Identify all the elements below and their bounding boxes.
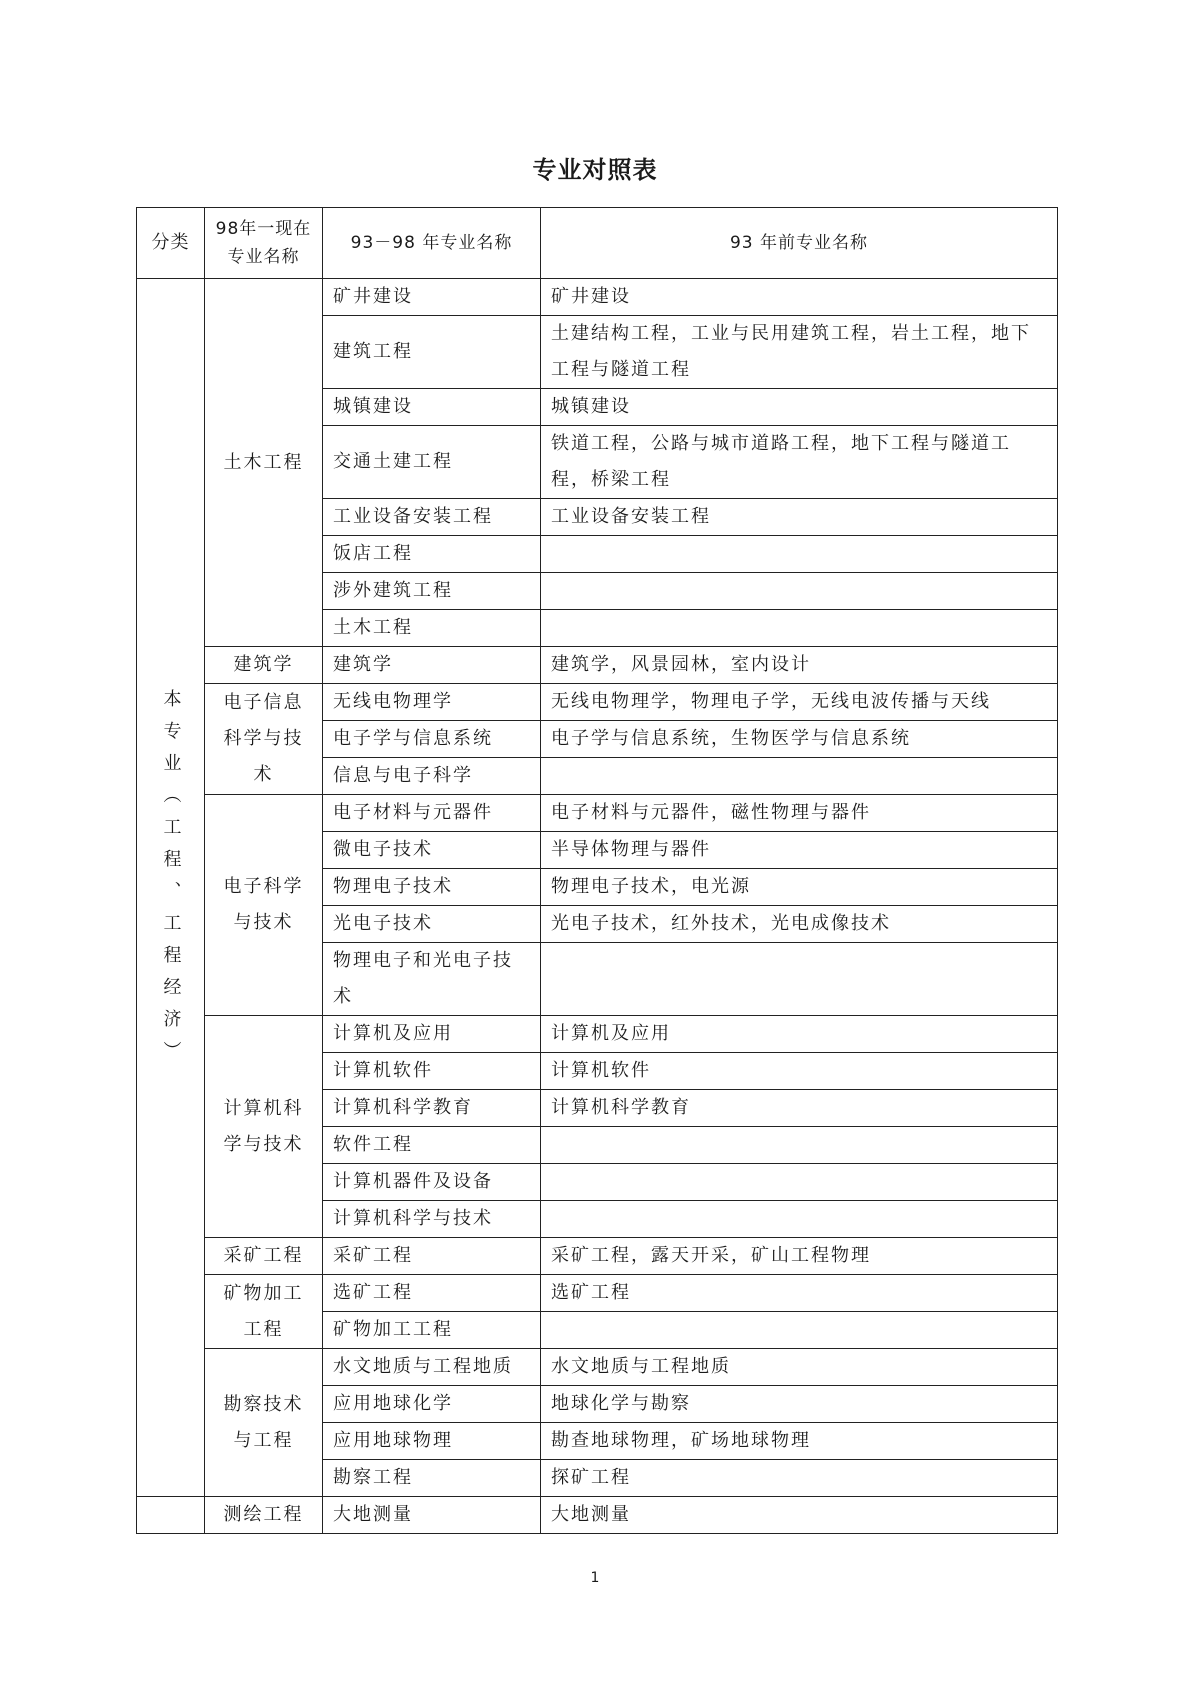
table-row (137, 1349, 1058, 1386)
table-row (137, 1275, 1058, 1312)
pre93-major-cell: 电子材料与元器件，磁性物理与器件 (541, 795, 1058, 832)
mid-major-cell: 饭店工程 (323, 536, 541, 573)
pre93-major-cell: 无线电物理学，物理电子学，无线电波传播与天线 (541, 684, 1058, 721)
mid-major-cell: 软件工程 (323, 1127, 541, 1164)
current-major-cell: 电子信息科学与技术 (205, 684, 323, 795)
current-major-cell: 建筑学 (205, 647, 323, 684)
header-row (137, 208, 1058, 279)
mid-major-cell: 光电子技术 (323, 906, 541, 943)
pre93-major-cell (541, 610, 1058, 647)
pre93-major-cell: 半导体物理与器件 (541, 832, 1058, 869)
mid-major-cell: 计算机科学与技术 (323, 1201, 541, 1238)
pre93-major-cell: 铁道工程，公路与城市道路工程，地下工程与隧道工程，桥梁工程 (541, 426, 1058, 499)
pre93-major-cell: 土建结构工程，工业与民用建筑工程，岩土工程，地下工程与隧道工程 (541, 316, 1058, 389)
current-major-cell: 勘察技术与工程 (205, 1349, 323, 1497)
mid-major-cell: 应用地球化学 (323, 1386, 541, 1423)
pre93-major-cell: 水文地质与工程地质 (541, 1349, 1058, 1386)
mid-major-cell: 物理电子技术 (323, 869, 541, 906)
mid-major-cell: 无线电物理学 (323, 684, 541, 721)
mid-major-cell: 工业设备安装工程 (323, 499, 541, 536)
page-title: 专业对照表 (532, 156, 658, 184)
pre93-major-cell (541, 573, 1058, 610)
pre93-major-cell: 勘查地球物理，矿场地球物理 (541, 1423, 1058, 1460)
pre93-major-cell: 计算机软件 (541, 1053, 1058, 1090)
current-major-cell: 电子科学与技术 (205, 795, 323, 1016)
table-row (137, 1016, 1058, 1053)
mid-major-cell: 选矿工程 (323, 1275, 541, 1312)
pre93-major-cell (541, 536, 1058, 573)
pre93-major-cell (541, 1312, 1058, 1349)
table-row (137, 1238, 1058, 1275)
table-row (137, 1497, 1058, 1534)
category-label: 本专业（工程、工程经济） (160, 689, 182, 1073)
mid-major-cell: 矿物加工工程 (323, 1312, 541, 1349)
mid-major-cell: 应用地球物理 (323, 1423, 541, 1460)
mid-major-cell: 矿井建设 (323, 279, 541, 316)
mid-major-cell: 大地测量 (323, 1497, 541, 1534)
mid-major-cell: 计算机科学教育 (323, 1090, 541, 1127)
mid-major-cell: 建筑工程 (323, 316, 541, 389)
pre93-major-cell (541, 1127, 1058, 1164)
mid-major-cell: 采矿工程 (323, 1238, 541, 1275)
pre93-major-cell: 地球化学与勘察 (541, 1386, 1058, 1423)
mid-major-cell: 信息与电子科学 (323, 758, 541, 795)
pre93-major-cell: 工业设备安装工程 (541, 499, 1058, 536)
page-number: 1 (590, 1570, 600, 1586)
pre93-major-cell (541, 758, 1058, 795)
mid-major-cell: 电子学与信息系统 (323, 721, 541, 758)
mid-major-cell: 土木工程 (323, 610, 541, 647)
mid-major-cell: 建筑学 (323, 647, 541, 684)
pre93-major-cell: 计算机科学教育 (541, 1090, 1058, 1127)
pre93-major-cell: 探矿工程 (541, 1460, 1058, 1497)
header-93-98-major: 93－98 年专业名称 (323, 208, 541, 279)
mid-major-cell: 物理电子和光电子技术 (323, 943, 541, 1016)
pre93-major-cell (541, 1164, 1058, 1201)
mid-major-cell: 计算机器件及设备 (323, 1164, 541, 1201)
header-current-major: 98年一现在专业名称 (205, 208, 323, 279)
table-row (137, 647, 1058, 684)
current-major-cell: 测绘工程 (205, 1497, 323, 1534)
pre93-major-cell: 物理电子技术，电光源 (541, 869, 1058, 906)
mid-major-cell: 交通土建工程 (323, 426, 541, 499)
pre93-major-cell (541, 943, 1058, 1016)
mid-major-cell: 计算机及应用 (323, 1016, 541, 1053)
current-major-cell: 采矿工程 (205, 1238, 323, 1275)
pre93-major-cell: 光电子技术，红外技术，光电成像技术 (541, 906, 1058, 943)
pre93-major-cell: 计算机及应用 (541, 1016, 1058, 1053)
mid-major-cell: 微电子技术 (323, 832, 541, 869)
mid-major-cell: 城镇建设 (323, 389, 541, 426)
current-major-cell: 土木工程 (205, 279, 323, 647)
mid-major-cell: 水文地质与工程地质 (323, 1349, 541, 1386)
table-body (137, 279, 1058, 1534)
category-cell (137, 279, 205, 1497)
category-cell (137, 1497, 205, 1534)
table-row (137, 795, 1058, 832)
pre93-major-cell: 采矿工程，露天开采，矿山工程物理 (541, 1238, 1058, 1275)
mid-major-cell: 电子材料与元器件 (323, 795, 541, 832)
current-major-cell: 计算机科学与技术 (205, 1016, 323, 1238)
pre93-major-cell (541, 1201, 1058, 1238)
major-comparison-table (136, 207, 1058, 1534)
table-row (137, 279, 1058, 316)
pre93-major-cell: 矿井建设 (541, 279, 1058, 316)
pre93-major-cell: 建筑学，风景园林，室内设计 (541, 647, 1058, 684)
mid-major-cell: 涉外建筑工程 (323, 573, 541, 610)
pre93-major-cell: 选矿工程 (541, 1275, 1058, 1312)
pre93-major-cell: 电子学与信息系统，生物医学与信息系统 (541, 721, 1058, 758)
mid-major-cell: 计算机软件 (323, 1053, 541, 1090)
table-row (137, 684, 1058, 721)
current-major-cell: 矿物加工工程 (205, 1275, 323, 1349)
mid-major-cell: 勘察工程 (323, 1460, 541, 1497)
pre93-major-cell: 大地测量 (541, 1497, 1058, 1534)
header-pre93-major: 93 年前专业名称 (541, 208, 1058, 279)
pre93-major-cell: 城镇建设 (541, 389, 1058, 426)
header-category: 分类 (137, 208, 205, 279)
